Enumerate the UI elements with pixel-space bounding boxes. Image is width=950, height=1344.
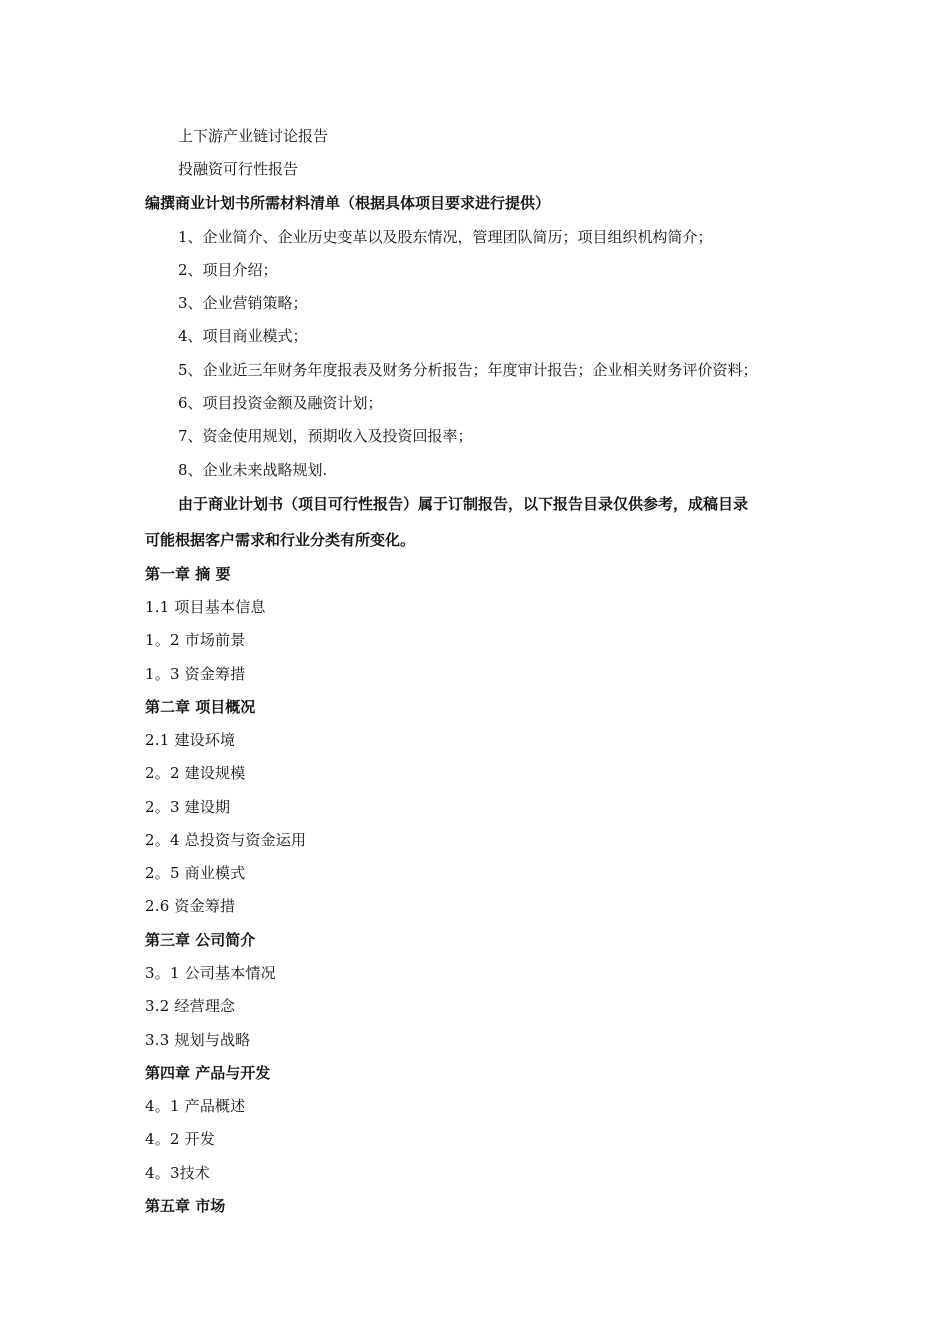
- intro-line-1: 上下游产业链讨论报告: [178, 127, 329, 145]
- toc-chapter-5: 第五章 市场: [145, 1197, 226, 1215]
- toc-item-1-2: 1。2 市场前景: [145, 631, 246, 649]
- toc-chapter-2: 第二章 项目概况: [145, 698, 256, 716]
- toc-item-4-1: 4。1 产品概述: [145, 1097, 246, 1115]
- material-item-6: 6、项目投资金额及融资计划；: [178, 394, 383, 412]
- toc-item-2-6: 2.6 资金筹措: [145, 897, 236, 915]
- material-item-2: 2、项目介绍；: [178, 261, 278, 279]
- toc-item-2-2: 2。2 建设规模: [145, 764, 246, 782]
- note-line-1: 由于商业计划书（项目可行性报告）属于订制报告，以下报告目录仅供参考，成稿目录: [178, 495, 749, 513]
- toc-item-4-3: 4。3技术: [145, 1164, 211, 1182]
- toc-item-2-1: 2.1 建设环境: [145, 731, 236, 749]
- toc-chapter-3: 第三章 公司简介: [145, 931, 256, 949]
- toc-item-3-3: 3.3 规划与战略: [145, 1031, 251, 1049]
- material-item-5: 5、企业近三年财务年度报表及财务分析报告；年度审计报告；企业相关财务评价资料；: [178, 361, 758, 379]
- toc-item-2-3: 2。3 建设期: [145, 798, 231, 816]
- material-item-4: 4、项目商业模式；: [178, 327, 308, 345]
- material-item-8: 8、企业未来战略规划.: [178, 461, 328, 479]
- toc-item-3-1: 3。1 公司基本情况: [145, 964, 276, 982]
- toc-chapter-4: 第四章 产品与开发: [145, 1064, 271, 1082]
- toc-item-4-2: 4。2 开发: [145, 1130, 216, 1148]
- toc-item-3-2: 3.2 经营理念: [145, 997, 236, 1015]
- material-item-7: 7、资金使用规划，预期收入及投资回报率；: [178, 427, 473, 445]
- toc-chapter-1: 第一章 摘 要: [145, 565, 231, 583]
- material-item-1: 1、企业简介、企业历史变革以及股东情况，管理团队简历；项目组织机构简介；: [178, 228, 713, 246]
- toc-item-1-1: 1.1 项目基本信息: [145, 598, 266, 616]
- material-item-3: 3、企业营销策略；: [178, 294, 308, 312]
- intro-line-2: 投融资可行性报告: [178, 160, 299, 178]
- note-line-2: 可能根据客户需求和行业分类有所变化。: [145, 531, 416, 549]
- materials-heading: 编撰商业计划书所需材料清单（根据具体项目要求进行提供）: [145, 194, 551, 212]
- toc-item-2-4: 2。4 总投资与资金运用: [145, 831, 307, 849]
- toc-item-1-3: 1。3 资金筹措: [145, 665, 246, 683]
- toc-item-2-5: 2。5 商业模式: [145, 864, 246, 882]
